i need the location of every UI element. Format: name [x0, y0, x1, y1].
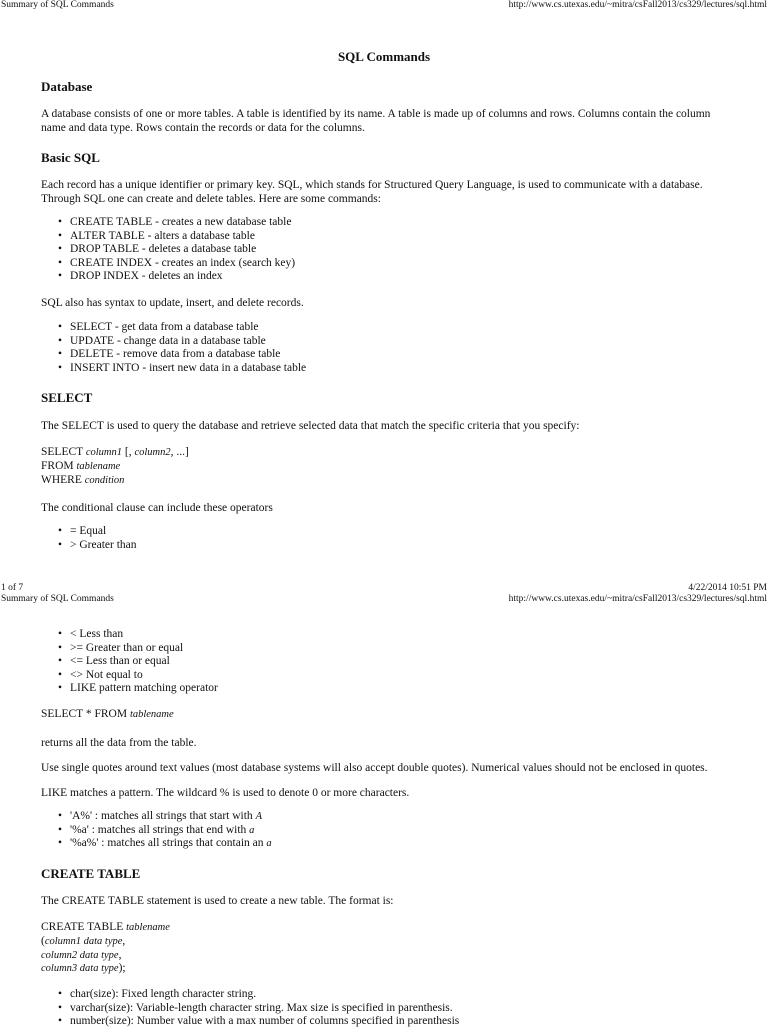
list-item: • number(size): Number value with a max number of columns specified in parenthesis [58, 1015, 459, 1029]
list-item: • INSERT INTO - insert new data in a database table [58, 362, 306, 376]
heading-create-table: CREATE TABLE [41, 866, 141, 881]
list-item: • < Less than [58, 628, 218, 642]
heading-select: SELECT [41, 390, 93, 405]
heading-basic-sql: Basic SQL [41, 150, 100, 165]
header-url[interactable]: http://www.cs.utexas.edu/~mitra/csFall2013/cs329/lectures/sql.html [508, 594, 767, 604]
quotes-text: Use single quotes around text values (most database systems will also accept double quotes). Numerical values should not be enclosed in quotes. [41, 762, 708, 774]
page-header [0, 594, 768, 606]
select-syntax: SELECT column1 [, column2, ...] FROM tablename WHERE condition [41, 446, 189, 486]
operators-intro: The conditional clause can include these operators [41, 502, 273, 514]
create-table-syntax: CREATE TABLE tablename (column1 data type, column2 data type, column3 data type); [41, 921, 170, 975]
like-text: LIKE matches a pattern. The wildcard % is used to denote 0 or more characters. [41, 787, 410, 799]
list-item: • >= Greater than or equal [58, 642, 218, 656]
like-example-list [58, 810, 272, 851]
operator-list-continued [58, 628, 218, 696]
page-title: SQL Commands [337, 49, 431, 64]
list-item: • > Greater than [58, 539, 137, 553]
list-item: • DROP TABLE - deletes a database table [58, 243, 295, 257]
list-item: • CREATE TABLE - creates a new database table [58, 216, 295, 230]
header-title: Summary of SQL Commands [1, 0, 114, 10]
operator-list [58, 525, 137, 552]
list-item: • '%a' : matches all strings that end with a [58, 824, 272, 838]
basic-sql-text2: SQL also has syntax to update, insert, and delete records. [41, 297, 304, 309]
page-number: 1 of 7 [1, 583, 24, 593]
select-all-syntax: SELECT * FROM tablename [41, 708, 174, 720]
select-all-desc: returns all the data from the table. [41, 737, 197, 749]
list-item: • DELETE - remove data from a database table [58, 348, 306, 362]
data-type-list [58, 988, 459, 1029]
page-header [0, 0, 768, 12]
select-text: The SELECT is used to query the database and retrieve selected data that match the specific criteria that you specify: [41, 420, 580, 432]
heading-database: Database [41, 79, 93, 94]
command-list [58, 216, 295, 284]
record-command-list [58, 321, 306, 375]
list-item: • UPDATE - change data in a database table [58, 335, 306, 349]
list-item: • LIKE pattern matching operator [58, 682, 218, 696]
list-item: • = Equal [58, 525, 137, 539]
list-item: • <= Less than or equal [58, 655, 218, 669]
list-item: • CREATE INDEX - creates an index (search key) [58, 257, 295, 271]
list-item: • varchar(size): Variable-length character string. Max size is specified in parenthesis. [58, 1002, 459, 1016]
header-title: Summary of SQL Commands [1, 594, 114, 604]
print-timestamp: 4/22/2014 10:51 PM [688, 583, 767, 593]
list-item: • DROP INDEX - deletes an index [58, 270, 295, 284]
list-item: • '%a%' : matches all strings that contain an a [58, 837, 272, 851]
list-item: • <> Not equal to [58, 669, 218, 683]
header-url[interactable]: http://www.cs.utexas.edu/~mitra/csFall2013/cs329/lectures/sql.html [508, 0, 767, 10]
basic-sql-text: Each record has a unique identifier or primary key. SQL, which stands for Structured Query Language, is used to communicate with a database. Through SQL one can create and delete tables. Here are some commands: [41, 179, 703, 205]
list-item: • ALTER TABLE - alters a database table [58, 230, 295, 244]
create-table-text: The CREATE TABLE statement is used to create a new table. The format is: [41, 895, 394, 907]
list-item: • char(size): Fixed length character string. [58, 988, 459, 1002]
list-item: • 'A%' : matches all strings that start with A [58, 810, 272, 824]
database-text: A database consists of one or more tables. A table is identified by its name. A table is made up of columns and rows. Columns contain the column name and data type. Rows contain the records or data for the columns. [41, 108, 711, 134]
list-item: • SELECT - get data from a database table [58, 321, 306, 335]
